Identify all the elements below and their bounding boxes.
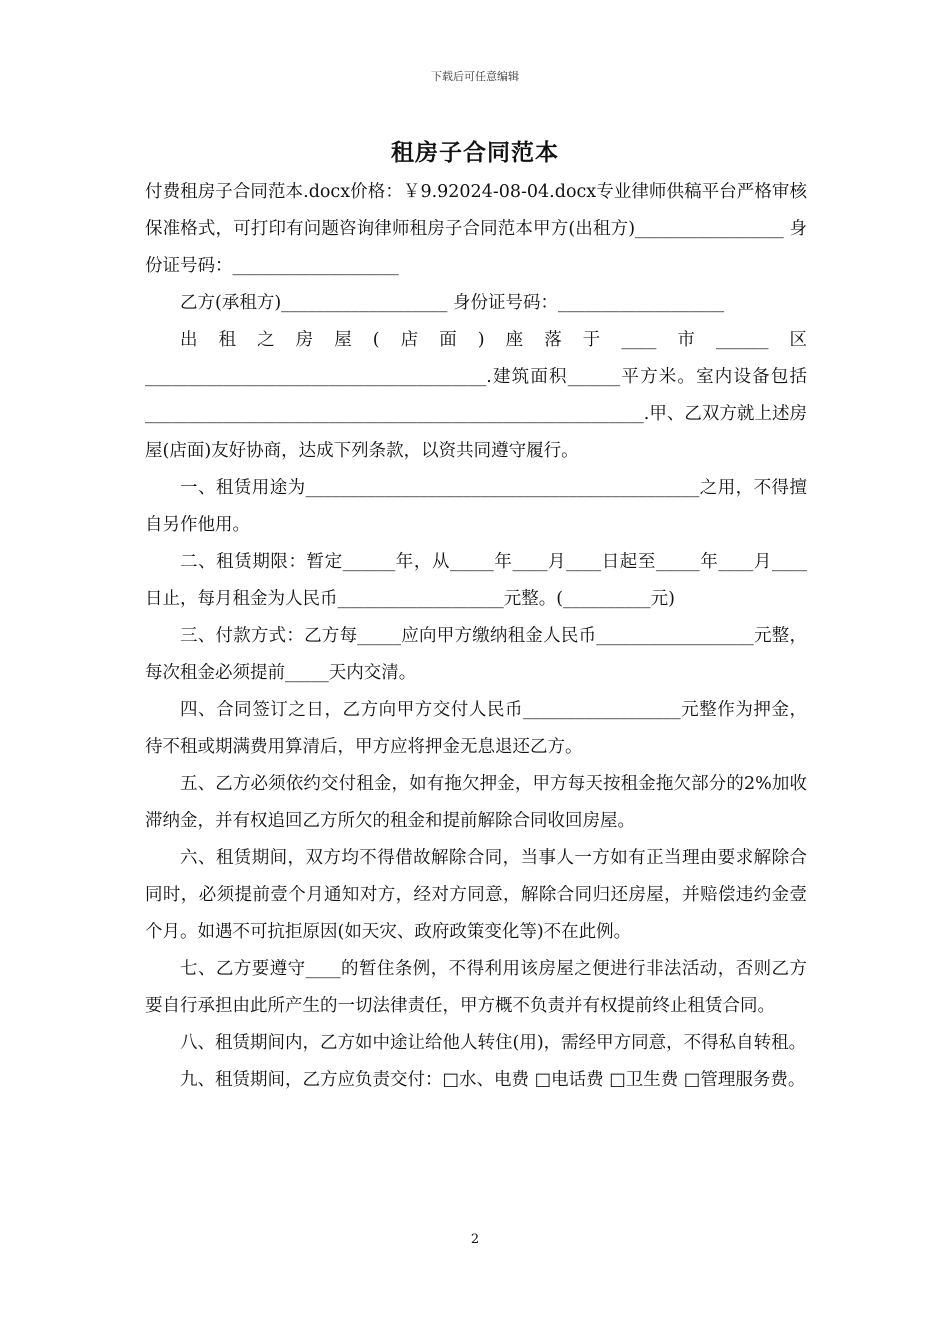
clause-3: 三、付款方式：乙方每_____应向甲方缴纳租金人民币__________________元整，每次租金必须提前_____天内交清。 <box>145 626 807 683</box>
clause-7: 七、乙方要遵守____的暂住条例，不得利用该房屋之便进行非法活动，否则乙方要自行承担由此所产生的一切法律责任，甲方概不负责并有权提前终止租赁合同。 <box>145 959 807 1016</box>
page-number: 2 <box>470 1232 480 1247</box>
clause-1: 一、租赁用途为_____________________________________________之用，不得擅自另作他用。 <box>145 478 807 535</box>
clause-2: 二、租赁期限：暂定______年，从_____年____月____日起至_____年____月____日止，每月租金为人民币___________________元整。(__________元) <box>145 552 807 609</box>
clause-8: 八、租赁期间内，乙方如中途让给他人转住(用)，需经甲方同意，不得私自转租。 <box>180 1033 807 1053</box>
clause-5: 五、乙方必须依约交付租金，如有拖欠押金，甲方每天按租金拖欠部分的2%加收滞纳金，并有权追回乙方所欠的租金和提前解除合同收回房屋。 <box>145 774 807 831</box>
paragraph-party-b: 乙方(承租方)___________________ 身份证号码：___________________ <box>180 293 725 313</box>
clause-9: 九、租赁期间，乙方应负责交付：□水、电费 □电话费 □卫生费 □管理服务费。 <box>180 1070 806 1090</box>
document-body <box>145 174 807 1099</box>
document-title: 租房子合同范本 <box>391 139 559 166</box>
clause-6: 六、租赁期间，双方均不得借故解除合同，当事人一方如有正当理由要求解除合同时，必须提前壹个月通知对方，经对方同意，解除合同归还房屋，并赔偿违约金壹个月。如遇不可抗拒原因(如天灾、政府政策变化等)不在此例。 <box>145 848 807 942</box>
paragraph-property: 出租之房屋(店面)座落于____市______区_______________________________________.建筑面积______平方米。室内设备包括_________________________________________________________.甲、乙双方就上述房屋(店面)友好协商，达成下列条款，以资共同遵守履行。 <box>145 330 807 461</box>
clause-4: 四、合同签订之日，乙方向甲方交付人民币__________________元整作为押金，待不租或期满费用算清后，甲方应将押金无息退还乙方。 <box>145 700 807 757</box>
page-header-note: 下载后可任意编辑 <box>431 70 519 83</box>
paragraph-intro: 付费租房子合同范本.docx价格：￥9.92024-08-04.docx专业律师供稿平台严格审核保准格式，可打印有问题咨询律师租房子合同范本甲方(出租方)_________________ 身份证号码：___________________ <box>145 182 807 276</box>
